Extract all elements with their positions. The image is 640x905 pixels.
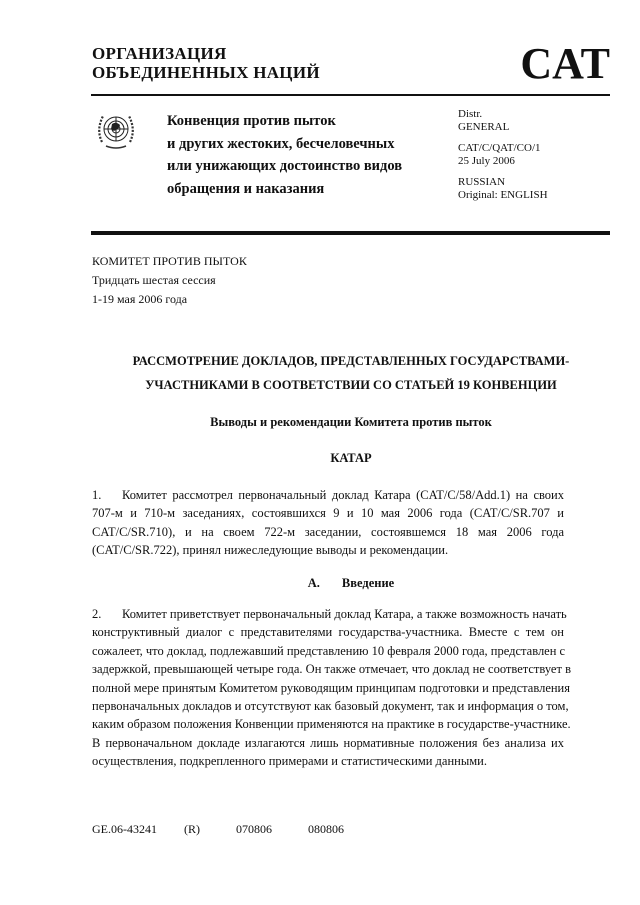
org-line: ОРГАНИЗАЦИЯ	[92, 44, 227, 63]
paragraph-line: первоначальных докладов и отсутствуют как базовый документ, так и информация о том,	[92, 699, 569, 714]
committee-dates: 1-19 мая 2006 года	[92, 292, 188, 306]
committee-name: КОМИТЕТ ПРОТИВ ПЫТОК	[92, 254, 247, 268]
paragraph-line: CAT/C/SR.710), и на своем 722-м заседании, состоявшемся 18 мая 2006 года	[92, 524, 564, 539]
original-language: Original: ENGLISH	[458, 189, 548, 201]
paragraph-line: сожалеет, что доклад, подлежавший представлению 10 февраля 2000 года, представлен с	[92, 643, 566, 658]
convention-line: и других жестоких, бесчеловечных	[167, 135, 395, 152]
paragraph-line: Комитет приветствует первоначальный доклад Катара, а также возможность начать	[122, 607, 567, 621]
document-footer-code: GE.06-43241 (R) 070806 080806	[92, 822, 344, 836]
convention-line: Конвенция против пыток	[167, 113, 336, 129]
org-line: ОБЪЕДИНЕННЫХ НАЦИЙ	[92, 63, 320, 82]
paragraph-line: (CAT/C/SR.722), принял нижеследующие выводы и рекомендации.	[92, 543, 449, 558]
paragraph-line: каким образом положения Конвенции применяются на практике в государстве-участнике.	[92, 717, 571, 732]
section-title: Введение	[341, 576, 395, 590]
paragraph-line: задержкой, превышающей четыре года. Он также отмечает, что доклад не соответствует в	[92, 662, 571, 677]
section-letter: A.	[307, 576, 320, 590]
header-rule	[91, 94, 610, 96]
header-thick-rule	[91, 231, 610, 235]
paragraph-number: 2.	[92, 607, 102, 621]
paragraph-number: 1.	[92, 488, 102, 502]
paragraph-line: Комитет рассмотрел первоначальный доклад Катара (CAT/C/58/Add.1) на своих	[122, 488, 564, 502]
country-heading: КАТАР	[330, 451, 372, 465]
convention-title	[167, 110, 402, 200]
paragraph-line: полной мере принятым Комитетом руководящим принципам подготовки и представления	[92, 680, 570, 695]
document-symbol-cat: CAT	[520, 39, 610, 88]
committee-block	[92, 252, 247, 309]
paragraph-1	[92, 486, 564, 560]
distr-label: Distr.	[458, 108, 483, 120]
convention-line: или унижающих достоинство видов	[167, 158, 403, 174]
paragraph-line: осуществления, подкрепленного примерами и статистическими данными.	[92, 754, 487, 769]
committee-session: Тридцать шестая сессия	[92, 273, 216, 287]
organization-name	[92, 44, 320, 82]
document-metadata	[458, 108, 548, 202]
title-line: УЧАСТНИКАМИ В СООТВЕТСТВИИ СО СТАТЬЕЙ 19 КОНВЕНЦИИ	[145, 378, 557, 392]
paragraph-line: конструктивный диалог с представителями государства-участника. Вместе с тем он	[92, 625, 564, 640]
paragraph-2	[92, 605, 571, 771]
doc-language: RUSSIAN	[458, 176, 506, 188]
distr-value: GENERAL	[458, 121, 510, 133]
paragraph-line: 707-м и 710-м заседаниях, состоявшихся 9 и 10 мая 2006 года (CAT/C/SR.707 и	[92, 506, 564, 521]
subtitle: Выводы и рекомендации Комитета против пыток	[210, 415, 492, 429]
title-line: РАССМОТРЕНИЕ ДОКЛАДОВ, ПРЕДСТАВЛЕННЫХ ГОСУДАРСТВАМИ-	[132, 354, 570, 368]
convention-line: обращения и наказания	[167, 180, 325, 197]
doc-symbol: CAT/C/QAT/CO/1	[458, 142, 541, 154]
un-emblem-icon	[94, 108, 138, 152]
paragraph-line: В первоначальном докладе излагаются лишь нормативные положения без анализа их	[92, 735, 564, 750]
section-a-heading	[92, 576, 610, 591]
doc-date: 25 July 2006	[458, 155, 515, 167]
